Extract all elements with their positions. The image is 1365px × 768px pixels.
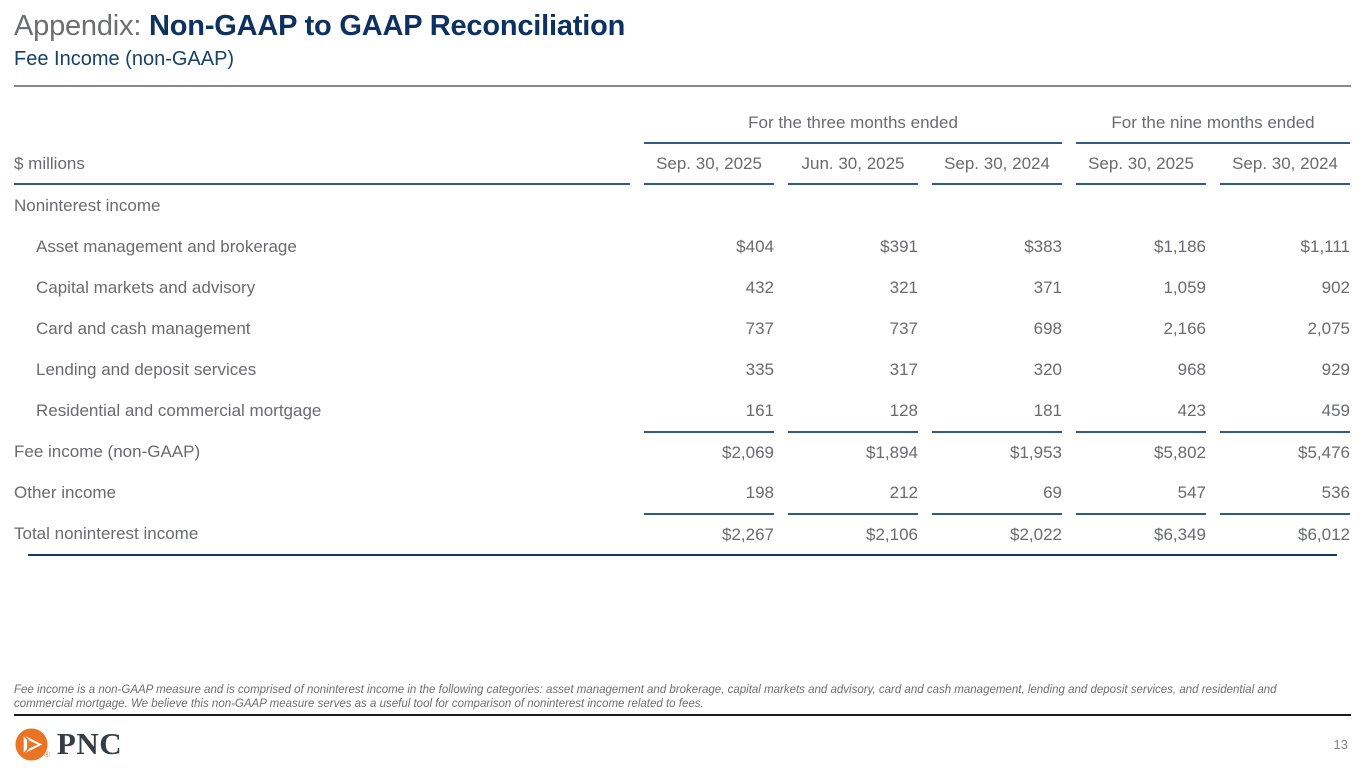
cell-value [788,185,918,226]
row-label: Residential and commercial mortgage [36,400,322,420]
footnote: Fee income is a non-GAAP measure and is comprised of noninterest income in the following categories: asset management and brokerage, capital markets and advisory, card and cash management, lending and deposit services, and residential and commercial mortgage. We believe this non-GAAP measure serves as a useful tool for comparison of noninterest income related to fees. [14,684,1277,710]
reconciliation-table-body [14,103,1350,554]
row-label: Other income [14,482,117,502]
cell-value: 371 [1033,277,1063,297]
page-title-main: Non-GAAP to GAAP Reconciliation [149,10,626,42]
pnc-logo [14,726,122,762]
cell-value: $6,012 [1220,513,1350,554]
row-label: Asset management and brokerage [36,236,297,256]
column-header-0: Sep. 30, 2025 [644,144,774,185]
page-title [14,9,1351,43]
row-label: Card and cash management [36,318,251,338]
cell-value: 198 [745,482,774,502]
cell-value: 2,166 [1163,318,1207,338]
table-row [14,513,1350,554]
cell-value: 321 [889,277,918,297]
column-header-4: Sep. 30, 2024 [1220,144,1350,185]
cell-value: $2,106 [788,513,918,554]
cell-value: 212 [889,482,918,502]
row-label: Lending and deposit services [36,359,257,379]
cell-value: 335 [745,359,774,379]
cell-value: 432 [745,277,774,297]
cell-value: $391 [880,236,918,256]
cell-value: 320 [1033,359,1063,379]
page-subtitle: Fee Income (non-GAAP) [14,48,235,70]
cell-value: 698 [1033,318,1063,338]
column-header-3: Sep. 30, 2025 [1076,144,1206,185]
cell-value: $1,953 [932,431,1062,472]
group-header-1: For the nine months ended [1076,103,1350,144]
cell-value: 737 [745,318,774,338]
cell-value: $1,894 [788,431,918,472]
cell-value: $1,186 [1154,236,1207,256]
table-region [0,103,1365,556]
cell-value: $5,476 [1220,431,1350,472]
row-label: Total noninterest income [14,523,199,543]
cell-value [1220,185,1350,226]
cell-value: 968 [1177,359,1207,379]
cell-value: 737 [889,318,918,338]
table-row [14,431,1350,472]
page-title-prefix: Appendix: [14,10,150,42]
cell-value [932,185,1062,226]
page-number: 13 [1333,737,1348,752]
cell-value: 459 [1321,400,1351,420]
group-header-row [14,103,1350,144]
table-row [14,185,1350,226]
cell-value: $2,267 [644,513,774,554]
cell-value: 902 [1321,277,1351,297]
footer-divider [14,714,1351,716]
table-row [14,267,1350,308]
cell-value: $2,069 [644,431,774,472]
table-row [14,349,1350,390]
cell-value: $404 [736,236,774,256]
unit-label: $ millions [14,144,630,185]
cell-value: 161 [745,400,774,420]
pnc-wordmark: PNC [56,726,123,761]
cell-value: 2,075 [1307,318,1351,338]
registered-mark: ® [44,750,50,759]
cell-value [1076,185,1206,226]
row-label: Noninterest income [14,195,161,215]
slide-header [0,0,1365,71]
cell-value: 929 [1321,359,1351,379]
column-header-1: Jun. 30, 2025 [788,144,918,185]
cell-value: 69 [1043,482,1063,502]
cell-value: 547 [1177,482,1207,502]
table-row [14,472,1350,513]
header-divider [14,85,1351,87]
table-row [14,308,1350,349]
cell-value: 423 [1177,400,1207,420]
cell-value: 317 [889,359,918,379]
reconciliation-table [0,103,1364,554]
table-row [14,226,1350,267]
corner-cell [14,103,630,144]
column-header-2: Sep. 30, 2024 [932,144,1062,185]
group-header-0: For the three months ended [644,103,1062,144]
cell-value: $383 [1024,236,1063,256]
cell-value: 128 [889,400,918,420]
row-label: Fee income (non-GAAP) [14,441,201,461]
cell-value: 1,059 [1163,277,1207,297]
cell-value: $1,111 [1300,236,1351,256]
cell-value: 536 [1321,482,1351,502]
row-label: Capital markets and advisory [36,277,256,297]
cell-value: 181 [1033,400,1063,420]
table-bottom-divider [28,554,1337,556]
cell-value: $6,349 [1076,513,1206,554]
table-row [14,390,1350,431]
cell-value: $5,802 [1076,431,1206,472]
cell-value: $2,022 [932,513,1062,554]
cell-value [644,185,774,226]
column-header-row [14,144,1350,185]
